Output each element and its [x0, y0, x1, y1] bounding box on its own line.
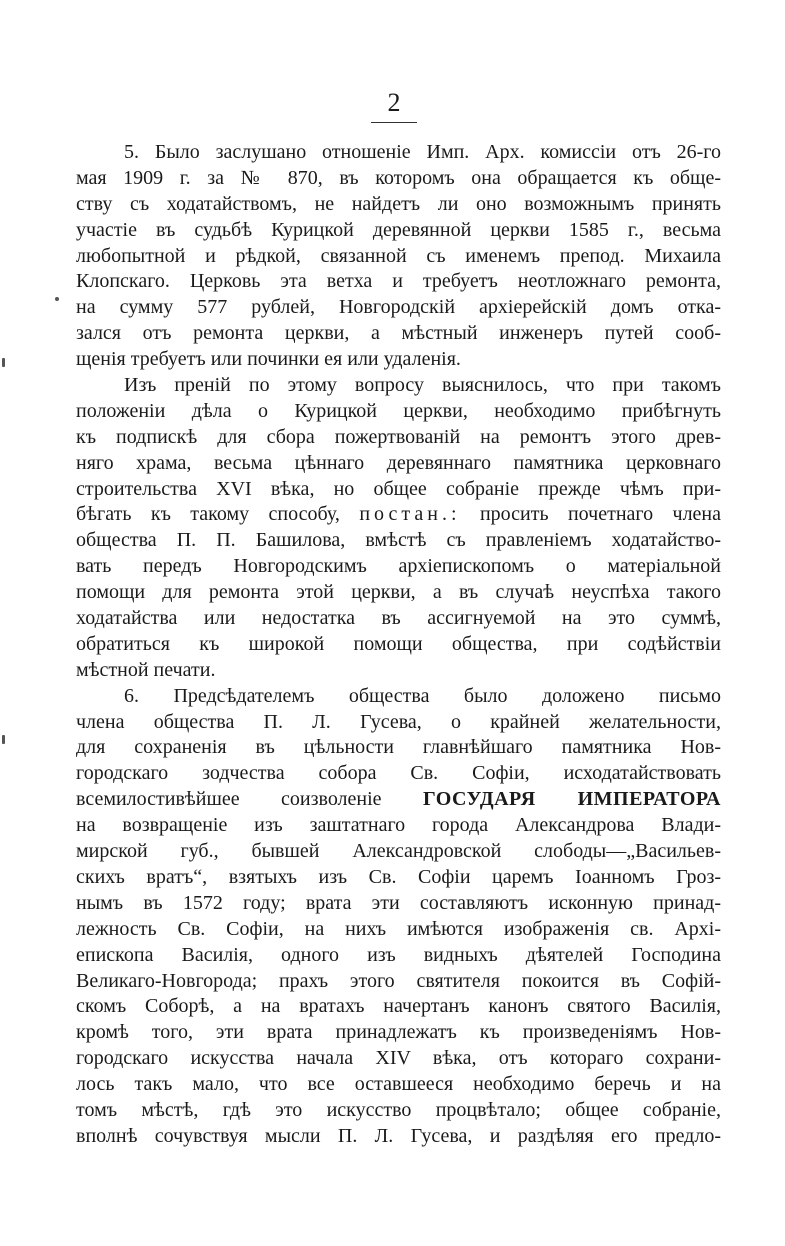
text-line — [76, 787, 721, 813]
text-line-content: лось такъ мало, что все оставшееся необходимо беречь и на — [76, 1073, 721, 1096]
text-line-content: на возвращеніе изъ заштатнаго города Александрова Влади- — [76, 814, 721, 837]
text-line — [76, 969, 721, 995]
text-line-continuation: просить почетнаго члена — [479, 503, 721, 526]
text-line-content: ходатайства или недостатка въ ассигнуемой на это суммѣ, — [76, 607, 721, 630]
text-line-content: Изъ преній по этому вопросу выяснилось, что при такомъ — [124, 374, 721, 397]
text-line — [76, 1098, 721, 1124]
page-number: 2 — [387, 88, 401, 117]
text-line — [76, 839, 721, 865]
body-text — [76, 140, 721, 1150]
text-line-content: зался отъ ремонта церкви, а мѣстный инженеръ путей сооб- — [76, 322, 721, 345]
text-line-content: 6. Предсѣдателемъ общества было доложено письмо — [124, 684, 721, 707]
text-line-content: члена общества П. Л. Гусева, о крайней желательности, — [76, 710, 721, 733]
margin-tick — [2, 735, 5, 744]
emperor-title: ГОСУДАРЯ ИМПЕРАТОРА — [422, 788, 721, 811]
text-line-content: томъ мѣстѣ, гдѣ это искусство процвѣтало; общее собраніе, — [76, 1098, 721, 1121]
text-line-content: щенія требуетъ или починки ея или удаленія. — [76, 348, 461, 371]
text-line-content: положеніи дѣла о Курицкой церкви, необходимо прибѣгнуть — [76, 399, 721, 422]
text-line — [76, 425, 721, 451]
text-line-content: скомъ Соборѣ, а на вратахъ начертанъ канонъ святого Василія, — [76, 995, 721, 1018]
text-line — [76, 684, 721, 710]
text-line-content: вать передъ Новгородскимъ архіепископомъ о матеріальной — [76, 555, 721, 578]
margin-tick — [2, 358, 5, 367]
text-line — [76, 917, 721, 943]
text-line — [76, 192, 721, 218]
text-line — [76, 295, 721, 321]
text-line-content: любопытной и рѣдкой, связанной съ именемъ препод. Михаила — [76, 244, 721, 267]
text-line — [76, 658, 721, 684]
text-line — [76, 373, 721, 399]
text-line — [76, 1046, 721, 1072]
text-line-content: лежность Св. Софіи, на нихъ имѣются изображенія св. Архі- — [76, 917, 721, 940]
page-number-rule — [371, 122, 417, 123]
text-line — [76, 502, 721, 528]
text-line-content: для сохраненія въ цѣльности главнѣйшаго памятника Нов- — [76, 736, 721, 759]
text-line-content: городскаго зодчества собора Св. Софіи, исходатайствовать — [76, 762, 721, 785]
text-line — [76, 451, 721, 477]
text-line — [76, 735, 721, 761]
text-line — [76, 321, 721, 347]
text-line — [76, 554, 721, 580]
text-line-content: помощи для ремонта этой церкви, а въ случаѣ неуспѣха такого — [76, 581, 721, 604]
text-line — [76, 1020, 721, 1046]
text-line-content: кромѣ того, эти врата принадлежатъ къ произведеніямъ Нов- — [76, 1021, 721, 1044]
text-line-content: участіе въ судьбѣ Курицкой деревянной церкви 1585 г., весьма — [76, 218, 721, 241]
text-line-content: къ подпискѣ для сбора пожертвованій на ремонтъ этого древ- — [76, 425, 721, 448]
text-line — [76, 166, 721, 192]
spaced-resolution-word: постан.: — [359, 503, 461, 526]
text-line — [76, 477, 721, 503]
text-line — [76, 761, 721, 787]
text-line-content: общества П. П. Башилова, вмѣстѣ съ правленіемъ ходатайство- — [76, 529, 721, 552]
text-line — [76, 994, 721, 1020]
text-line-content: вполнѣ сочувствуя мысли П. Л. Гусева, и раздѣляя его предло- — [76, 1124, 721, 1147]
text-line-content: нымъ въ 1572 году; врата эти составляютъ исконную принад- — [76, 891, 721, 914]
text-line — [76, 580, 721, 606]
text-line — [76, 269, 721, 295]
text-line-content: Великаго-Новгорода; прахъ этого святителя покоится въ Софій- — [76, 969, 721, 992]
text-line-content: мая 1909 г. за № 870, въ которомъ она обращается къ обще- — [76, 166, 721, 189]
text-line-content: мирской губ., бывшей Александровской слободы—„Васильев- — [76, 840, 721, 863]
text-line-content: на сумму 577 рублей, Новгородскій архіерейскій домъ отка- — [76, 296, 721, 319]
text-line — [76, 865, 721, 891]
text-line-content: скихъ вратъ“, взятыхъ изъ Св. Софіи царемъ Іоанномъ Гроз- — [76, 865, 721, 888]
text-line-content: всемилостивѣйшее соизволеніе — [76, 788, 382, 811]
text-line — [76, 1124, 721, 1150]
text-line — [76, 244, 721, 270]
text-line — [76, 813, 721, 839]
text-line-content: няго храма, весьма цѣннаго деревяннаго памятника церковнаго — [76, 451, 721, 474]
text-line — [76, 632, 721, 658]
text-line — [76, 399, 721, 425]
text-line-content: бѣгать къ такому способу, — [76, 503, 340, 526]
text-line-content: мѣстной печати. — [76, 658, 216, 681]
text-line-content: городскаго искусства начала XIV вѣка, отъ котораго сохрани- — [76, 1047, 721, 1070]
text-line — [76, 891, 721, 917]
text-line — [76, 140, 721, 166]
text-line-content: 5. Было заслушано отношеніе Имп. Арх. комиссіи отъ 26-го — [124, 141, 721, 163]
text-line — [76, 606, 721, 632]
text-line — [76, 218, 721, 244]
text-line-content: строительства XVI вѣка, но общее собраніе прежде чѣмъ при- — [76, 477, 721, 500]
text-line — [76, 943, 721, 969]
text-line — [76, 1072, 721, 1098]
text-line — [76, 710, 721, 736]
text-line-content: обратиться къ широкой помощи общества, при содѣйствіи — [76, 632, 721, 655]
margin-dot — [55, 297, 59, 301]
text-line-content: ству съ ходатайствомъ, не найдетъ ли оно возможнымъ принять — [76, 192, 721, 215]
text-line — [76, 347, 721, 373]
text-line-content: епископа Василія, одного изъ видныхъ дѣятелей Господина — [76, 943, 721, 966]
text-line — [76, 528, 721, 554]
text-line-content: Клопскаго. Церковь эта ветха и требуетъ неотложнаго ремонта, — [76, 270, 721, 293]
